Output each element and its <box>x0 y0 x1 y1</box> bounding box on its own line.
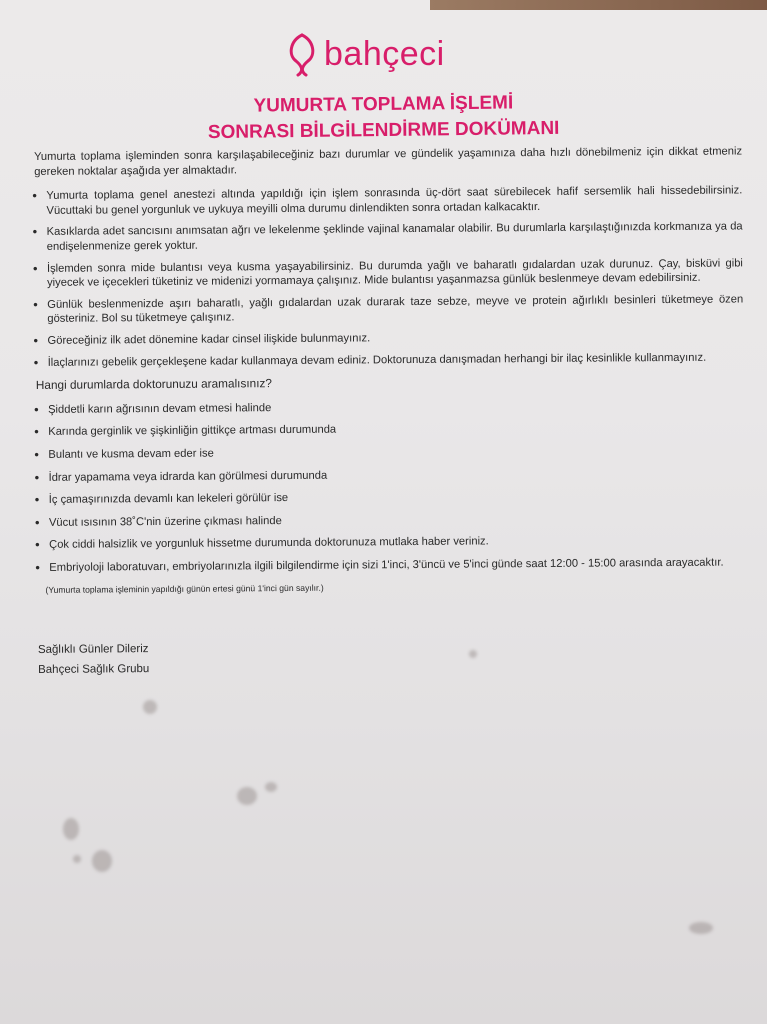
list-item: • Bulantı ve kusma devam eder ise <box>34 446 214 462</box>
stain-mark <box>689 922 713 934</box>
list-item: • Karında gerginlik ve şişkinliğin gittikçe artması durumunda <box>34 423 337 440</box>
bullet-icon: • <box>34 424 39 440</box>
signoff-line-1: Sağlıklı Günler Dileriz <box>37 643 149 657</box>
signoff <box>38 634 746 680</box>
call-doctor-list <box>32 397 745 575</box>
bullet-icon: • <box>33 332 39 348</box>
stain-mark <box>143 700 157 714</box>
section-heading: Hangi durumlarda doktorunuzu aramalısınız? <box>35 376 272 393</box>
intro-paragraph: Yumurta toplama işleminden sonra karşılaşabileceğiniz bazı durumlar ve gündelik yaşamınıza daha hızlı dönebilmeniz için dikkat etmeniz gereken noktalar aşağıda yer almaktadır. <box>34 145 743 178</box>
bullet-icon: • <box>34 469 40 485</box>
logo-wordmark: bahçeci <box>324 34 445 73</box>
document-title <box>0 87 767 148</box>
list-item: • Günlük beslenmenizde aşırı baharatlı, yağlı gıdalardan uzak durarak taze sebze, meyve ve protein ağırlıklı besinleri tüketmeye özen gösteriniz. Bol su tüketmeye çalışınız. <box>33 293 744 326</box>
bullet-icon: • <box>34 514 40 530</box>
stain-mark <box>237 787 257 805</box>
document-body <box>30 144 746 680</box>
list-item: • İşlemden sonra mide bulantısı veya kusma yaşayabilirsiniz. Bu durumda yağlı ve baharatlı gıdalardan uzak durunuz. Çay, bisküvi gibi yiyecek ve içecekleri tüketiniz ve midenizi yormamaya çalışınız. Mide bulantısı yaşanmazsa günlük beslenmeye devam edebilirsiniz. <box>32 256 743 290</box>
list-item: • İdrar yapamama veya idrarda kan görülmesi durumunda <box>34 469 328 485</box>
bullet-icon: • <box>35 537 40 553</box>
footnote: (Yumurta toplama işleminin yapıldığı günün ertesi günü 1'inci gün sayılır.) <box>45 583 324 596</box>
bullet-icon: • <box>32 260 38 276</box>
bullet-icon: • <box>32 188 37 204</box>
list-item: • Embriyoloji laboratuvarı, embriyolarınızla ilgili bilgilendirme için sizi 1'inci, 3'üncü ve 5'inci günde saat 12:00 - 15:00 arasında arayacaktır. <box>35 556 724 575</box>
list-item: • İç çamaşırınızda devamlı kan lekeleri görülür ise <box>34 492 289 508</box>
info-list <box>30 184 743 371</box>
brand-logo <box>282 30 445 78</box>
list-item: • Vücut ısısının 38˚C'nin üzerine çıkması halinde <box>34 514 282 530</box>
stain-mark <box>92 850 112 872</box>
logo-mark-icon <box>282 31 322 77</box>
stain-mark <box>63 818 79 840</box>
bullet-icon: • <box>33 296 38 312</box>
list-item: • Çok ciddi halsizlik ve yorgunluk hissetme durumunda doktorunuza mutlaka haber veriniz. <box>35 535 489 553</box>
bullet-icon: • <box>33 354 39 370</box>
stain-mark <box>73 855 81 863</box>
stain-mark <box>265 782 277 792</box>
list-item: • Yumurta toplama genel anestezi altında yapıldığı için işlem sonrasında üç-dört saat sürebilecek hafif sersemlik hali hissedebilirsiniz. Vücuttaki bu genel yorgunluk ve uykuya meyilli olma durumu dinlendikten sonra ortadan kalkacaktır. <box>32 184 743 217</box>
bullet-icon: • <box>34 492 40 508</box>
signoff-line-2: Bahçeci Sağlık Grubu <box>38 663 150 677</box>
title-line-1: YUMURTA TOPLAMA İŞLEMİ <box>253 92 514 117</box>
table-surface <box>430 0 767 10</box>
bullet-icon: • <box>33 401 39 417</box>
bullet-icon: • <box>35 559 40 575</box>
title-line-2: SONRASI BİLGİLENDİRME DOKÜMANI <box>207 117 560 144</box>
list-item: • Şiddetli karın ağrısının devam etmesi halinde <box>33 401 272 417</box>
bullet-icon: • <box>34 446 40 462</box>
stain-mark <box>469 650 477 658</box>
bullet-icon: • <box>32 224 38 240</box>
list-item: • Kasıklarda adet sancısını anımsatan ağrı ve lekelenme şeklinde vajinal kanamalar olabilir. Bu durumlarla karşılaştığınızda korkmanıza ya da endişelenmenize gerek yoktur. <box>32 220 743 253</box>
list-item: • İlaçlarınızı gebelik gerçekleşene kadar kullanmaya devam ediniz. Doktorunuza danışmadan herhangi bir ilaç kesinlikle kullanmayınız. <box>33 351 707 370</box>
list-item: • Göreceğiniz ilk adet dönemine kadar cinsel ilişkide bulunmayınız. <box>33 332 371 348</box>
